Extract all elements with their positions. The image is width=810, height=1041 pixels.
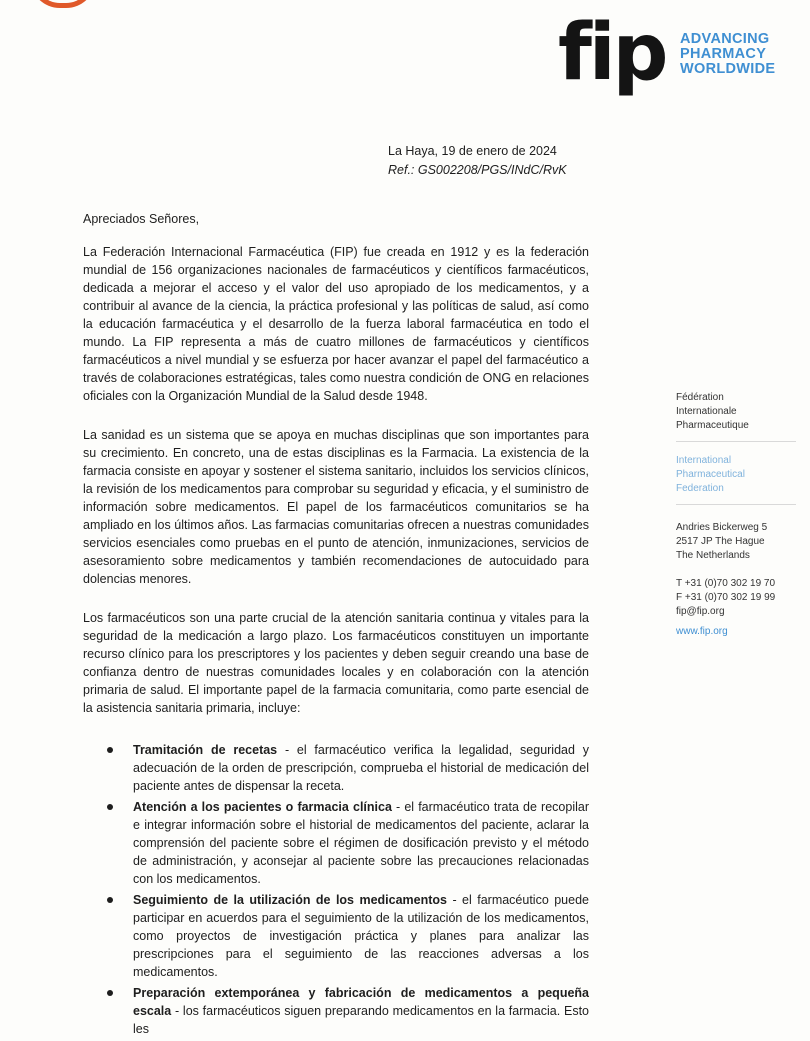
item-title: Preparación extemporánea y fabricación de medicamentos a pequeña escala: [133, 986, 589, 1018]
paragraph: La sanidad es un sistema que se apoya en muchas disciplinas que son importantes para su crecimiento. En concreto, una de estas disciplinas es la Farmacia. La existencia de la farmacia consiste en apoyar y sostener el sistema sanitario, incluidos los servicios clínicos, la revisión de los medicamentos para comprobar su seguridad y eficacia, y el suministro de información sobre medicamentos. El papel de los farmacéuticos comunitarios se ha ampliado en los últimos años. Las farmacias comunitarias ofrecen a nuestras comunidades servicios esenciales como pruebas en el punto de atención, inmunizaciones, servicios de asesoramiento sobre medicamentos y también recomendaciones de autocuidado para dolencias menores.: [83, 428, 589, 586]
paragraph: La Federación Internacional Farmacéutica (FIP) fue creada en 1912 y es la federación mundial de 156 organizaciones nacionales de farmacéuticos y científicos farmacéuticos, dedicada a mejorar el acceso y el valor del uso apropiado de los medicamentos, y a contribuir al avance de la ciencia, la práctica profesional y las políticas de salud, así como la educación farmacéutica y el desarrollo de la fuerza laboral farmacéutica en todo el mundo. La FIP representa a más de cuatro millones de farmacéuticos y científicos farmacéuticos a nivel mundial y se esfuerza por hacer avanzar el papel del farmacéutico a través de colaboraciones estratégicas, tales como nuestra condición de ONG en relaciones oficiales con la Organización Mundial de la Salud desde 1948.: [83, 245, 589, 403]
tagline-line: PHARMACY: [680, 46, 767, 62]
paragraph: Los farmacéuticos son una parte crucial de la atención sanitaria continua y vitales para la seguridad de la medicación a largo plazo. Los farmacéuticos constituyen un importante recurso clínico para los prescriptores y los pacientes y deben seguir creando una base de confianza dentro de nuestras comunidades locales y en colaboración con la atención primaria de salud. El importante papel de la farmacia comunitaria, como parte esencial de la asistencia sanitaria primaria, incluye:: [83, 611, 589, 715]
website-link: www.fip.org: [676, 626, 728, 637]
item-text: - los farmacéuticos siguen preparando medicamentos en la farmacia. Esto les: [133, 1004, 589, 1036]
sidebar-line: Pharmaceutique: [676, 420, 749, 431]
letter-reference: Ref.: GS002208/PGS/INdC/RvK: [388, 163, 567, 177]
tagline-line: ADVANCING: [680, 31, 770, 47]
item-text: - el farmacéutico verifica la legalidad, seguridad y adecuación de la orden de prescripción, comprueba el historial de medicación del paciente antes de dispensar la receta.: [133, 743, 589, 793]
org-name-french: [676, 391, 796, 433]
postal-address: [676, 521, 796, 563]
item-title: Tramitación de recetas: [133, 743, 278, 757]
fip-tagline: [680, 32, 810, 77]
sidebar-line: Andries Bickerweg 5: [676, 522, 768, 533]
fip-logo-mark: fip: [558, 8, 666, 98]
fax-number: F +31 (0)70 302 19 99: [676, 592, 776, 603]
item-text: - el farmacéutico puede participar en acuerdos para el seguimiento de la utilización de los medicamentos, como proyectos de investigación práctica y planes para analizar las prescripciones para el seguimiento de las reacciones adversas a los medicamentos.: [133, 893, 589, 979]
email-address: fip@fip.org: [676, 606, 725, 617]
divider: [676, 441, 796, 442]
date-reference-block: [388, 142, 567, 180]
list-item: [133, 741, 589, 795]
phone-number: T +31 (0)70 302 19 70: [676, 578, 776, 589]
divider: [676, 504, 796, 505]
sidebar-line: Pharmaceutical: [676, 469, 745, 480]
list-item: [133, 798, 589, 888]
letter-date: La Haya, 19 de enero de 2024: [388, 144, 557, 158]
item-text: - el farmacéutico trata de recopilar e integrar información sobre el historial de medicamentos del paciente, aclarar la comprensión del paciente sobre el régimen de dosificación previsto y el método de administración, y aconsejar al paciente sobre las precauciones relacionadas con los medicamentos.: [133, 800, 589, 886]
salutation: Apreciados Señores,: [83, 212, 200, 226]
list-item: [133, 891, 589, 981]
services-list: [83, 741, 589, 1038]
sidebar-line: 2517 JP The Hague: [676, 536, 765, 547]
sidebar-line: International: [676, 455, 732, 466]
partial-logo-top-left: [30, 0, 96, 8]
sidebar-line: Federation: [676, 483, 724, 494]
sidebar-line: Internationale: [676, 406, 737, 417]
org-name-english: [676, 454, 796, 496]
contact-details: [676, 577, 796, 619]
tagline-line: WORLDWIDE: [680, 61, 776, 77]
item-title: Atención a los pacientes o farmacia clínica: [133, 800, 392, 814]
letter-body: [83, 243, 589, 1041]
item-title: Seguimiento de la utilización de los medicamentos: [133, 893, 447, 907]
list-item: [133, 984, 589, 1038]
sidebar-line: Fédération: [676, 392, 724, 403]
letterhead-sidebar: [676, 391, 796, 639]
sidebar-line: The Netherlands: [676, 550, 750, 561]
